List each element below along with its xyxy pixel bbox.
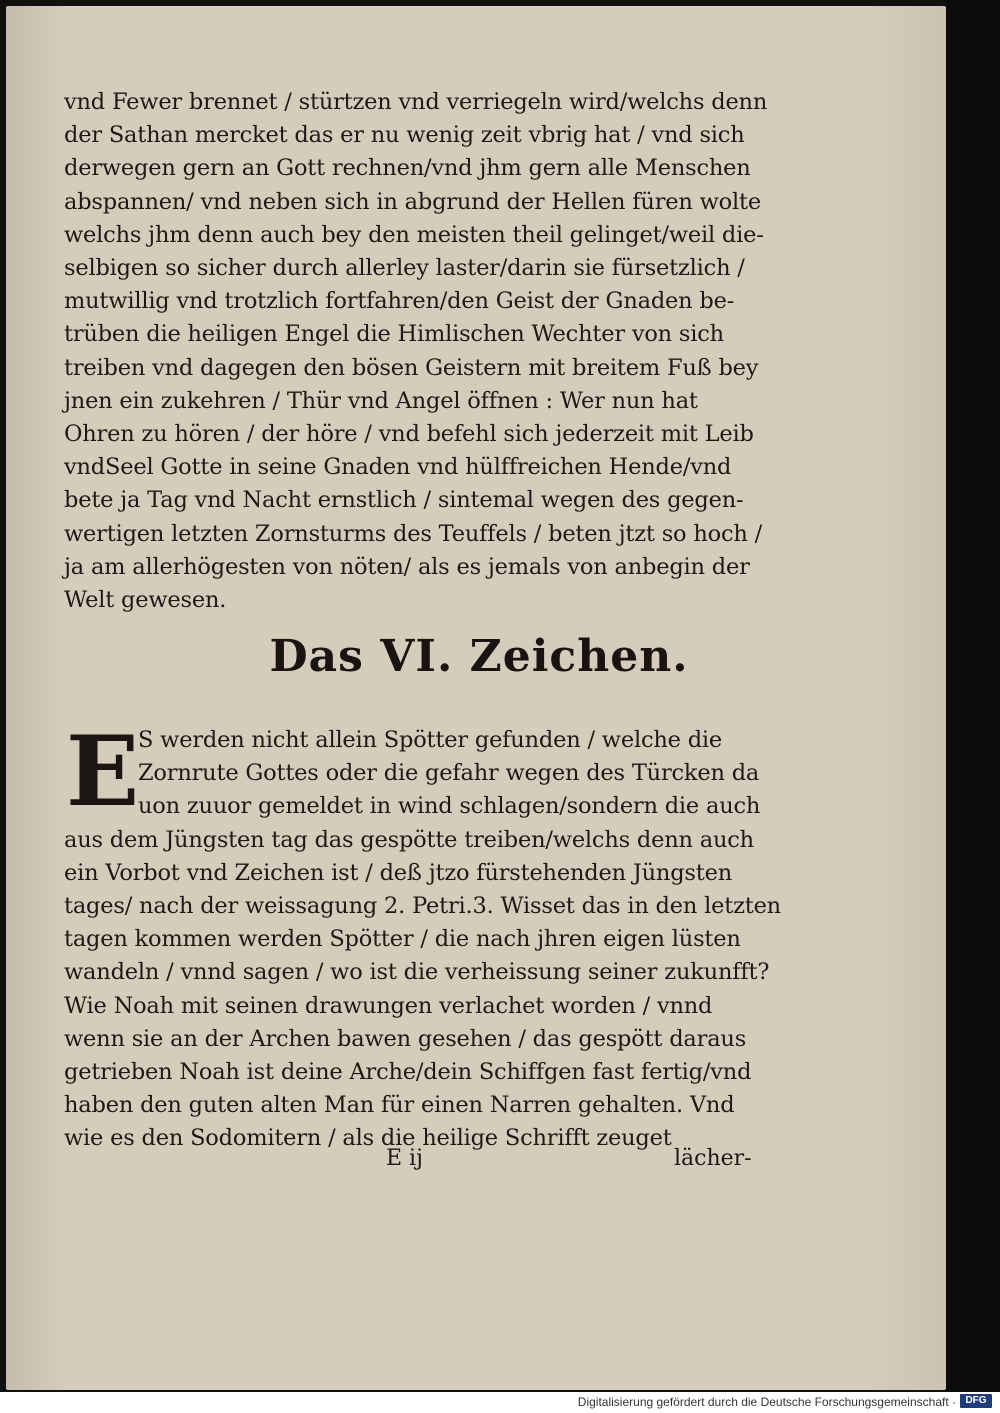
text-line: Zornrute Gottes oder die gefahr wegen des Türcken da bbox=[138, 760, 760, 787]
text-line: Welt gewesen. bbox=[64, 587, 227, 614]
drop-initial: E bbox=[66, 715, 140, 828]
body-text-block-1 bbox=[64, 86, 784, 617]
body-text-block-2 bbox=[64, 715, 784, 1156]
text-line: Ohren zu hören / der höre / vnd befehl sich jederzeit mit Leib bbox=[64, 421, 754, 448]
text-line: trüben die heiligen Engel die Himlischen Wechter von sich bbox=[64, 321, 724, 348]
text-line: bete ja Tag vnd Nacht ernstlich / sintemal wegen des gegen- bbox=[64, 487, 744, 514]
text-line: haben den guten alten Man für einen Narren gehalten. Vnd bbox=[64, 1092, 735, 1119]
text-line: aus dem Jüngsten tag das gespötte treiben/welchs denn auch bbox=[64, 826, 754, 853]
text-line: S werden nicht allein Spötter gefunden / welche die bbox=[138, 727, 723, 753]
text-line: getrieben Noah ist deine Arche/dein Schiffgen fast fertig/vnd bbox=[64, 1059, 752, 1086]
text-line: uon zuuor gemeldet in wind schlagen/sondern die auch bbox=[138, 793, 761, 820]
text-line: Wie Noah mit seinen drawungen verlachet worden / vnnd bbox=[64, 992, 713, 1019]
text-line: ein Vorbot vnd Zeichen ist / deß jtzo fürstehenden Jüngsten bbox=[64, 859, 733, 886]
text-line: wie es den Sodomitern / als die heilige Schrifft zeuget bbox=[64, 1125, 672, 1152]
text-line: treiben vnd dagegen den bösen Geistern mit breitem Fuß bey bbox=[64, 354, 759, 381]
section-heading: Das VI. Zeichen. bbox=[269, 631, 689, 682]
text-line: wandeln / vnnd sagen / wo ist die verheissung seiner zukunfft? bbox=[64, 959, 770, 986]
text-line: abspannen/ vnd neben sich in abgrund der Hellen füren wolte bbox=[64, 188, 761, 215]
signature-mark: E ij bbox=[386, 1146, 423, 1171]
text-line: wertigen letzten Zornsturms des Teuffels / beten jtzt so hoch / bbox=[64, 520, 763, 547]
text-line: ja am allerhögesten von nöten/ als es jemals von anbegin der bbox=[64, 553, 750, 580]
text-line: vnd Fewer brennet / stürtzen vnd verriegeln wird/welchs denn bbox=[64, 89, 768, 115]
text-line: jnen ein zukehren / Thür vnd Angel öffnen : Wer nun hat bbox=[64, 387, 698, 414]
book-page bbox=[6, 6, 946, 1390]
page-edge-shadow bbox=[946, 0, 1000, 1392]
text-line: derwegen gern an Gott rechnen/vnd jhm gern alle Menschen bbox=[64, 155, 751, 182]
text-line: tagen kommen werden Spötter / die nach jhren eigen lüsten bbox=[64, 926, 741, 953]
text-line: wenn sie an der Archen bawen gesehen / das gespött daraus bbox=[64, 1025, 747, 1052]
text-line: selbigen so sicher durch allerley laster/darin sie fürsetzlich / bbox=[64, 255, 745, 282]
text-line: vndSeel Gotte in seine Gnaden vnd hülffreichen Hende/vnd bbox=[64, 454, 732, 481]
dfg-logo: DFG bbox=[960, 1394, 992, 1408]
catchword: lächer- bbox=[674, 1146, 752, 1171]
funding-credit: Digitalisierung gefördert durch die Deutsche Forschungsgemeinschaft · bbox=[577, 1395, 956, 1409]
text-line: tages/ nach der weissagung 2. Petri.3. Wisset das in den letzten bbox=[64, 893, 781, 920]
text-line: der Sathan mercket das er nu wenig zeit vbrig hat / vnd sich bbox=[64, 122, 745, 149]
text-line: mutwillig vnd trotzlich fortfahren/den Geist der Gnaden be- bbox=[64, 288, 735, 315]
text-line: welchs jhm denn auch bey den meisten theil gelinget/weil die- bbox=[64, 221, 764, 248]
